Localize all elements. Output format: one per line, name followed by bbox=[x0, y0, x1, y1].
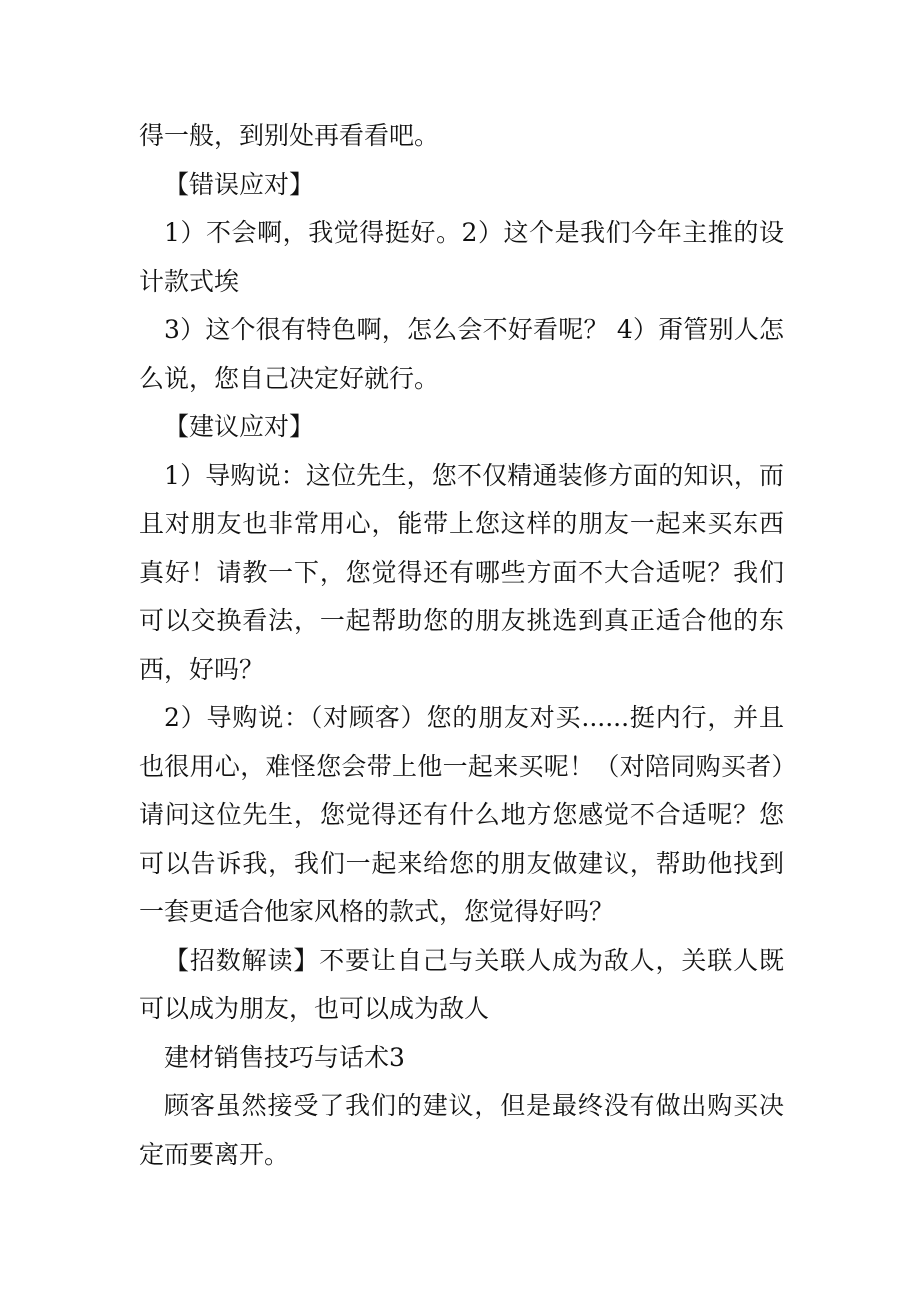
document-body bbox=[139, 112, 784, 1179]
heading-suggested-response: 【建议应对】 bbox=[164, 412, 315, 441]
paragraph-suggested-response-1: 1）导购说：这位先生，您不仅精通装修方面的知识，而且对朋友也非常用心，能带上您这样的朋友一起来买东西真好！请教一下，您觉得还有哪些方面不大合适呢？我们可以交换看法，一起帮助您的朋友挑选到真正适合他的东西，好吗？ bbox=[139, 460, 784, 684]
paragraph-suggested-response-2: 2）导购说：（对顾客）您的朋友对买......挺内行，并且也很用心，难怪您会带上他一起来买呢！（对陪同购买者）请问这位先生，您觉得还有什么地方您感觉不合适呢？您可以告诉我，我们一起来给您的朋友做建议，帮助他找到一套更适合他家风格的款式，您觉得好吗？ bbox=[139, 703, 784, 926]
paragraph-wrong-response-3-4: 3）这个很有特色啊，怎么会不好看呢？ 4）甭管别人怎么说，您自己决定好就行。 bbox=[139, 315, 784, 393]
paragraph-scenario: 顾客虽然接受了我们的建议，但是最终没有做出购买决定而要离开。 bbox=[139, 1091, 784, 1169]
section-title: 建材销售技巧与话术3 bbox=[164, 1042, 405, 1072]
paragraph-tactic-interpretation: 【招数解读】不要让自己与关联人成为敌人，关联人既可以成为朋友，也可以成为敌人 bbox=[139, 945, 784, 1023]
paragraph-continuation: 得一般，到别处再看看吧。 bbox=[139, 121, 440, 150]
heading-wrong-response: 【错误应对】 bbox=[164, 169, 315, 199]
paragraph-wrong-response-1-2: 1）不会啊，我觉得挺好。2）这个是我们今年主推的设计款式埃 bbox=[139, 218, 784, 296]
